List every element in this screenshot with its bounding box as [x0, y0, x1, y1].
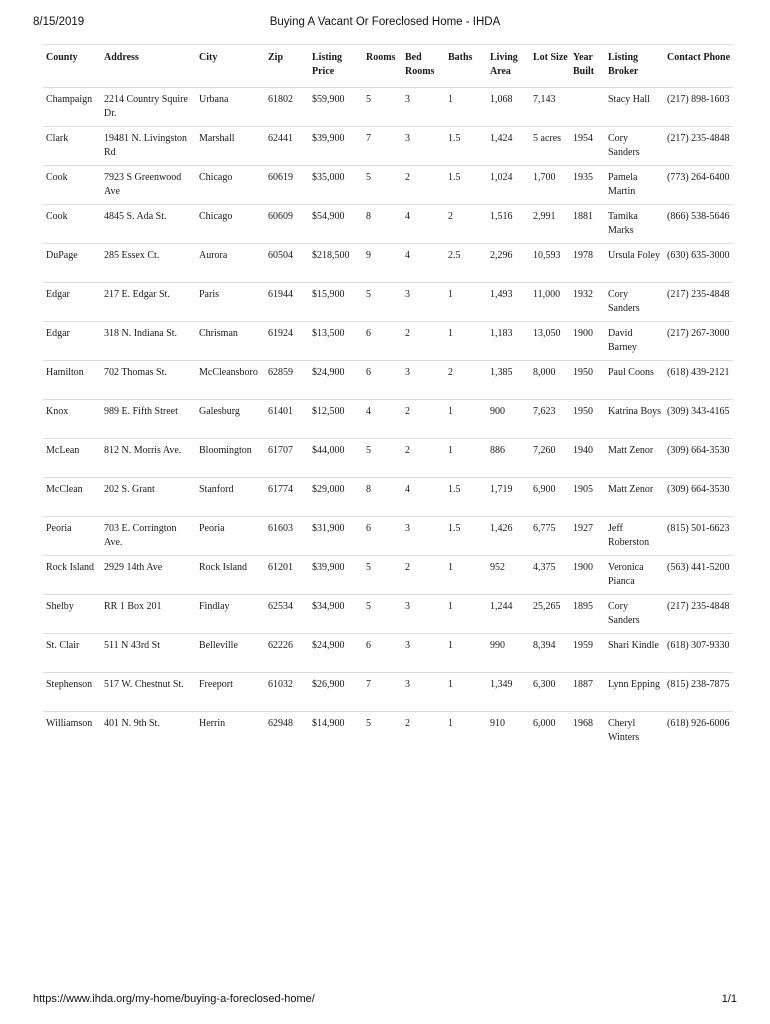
table-cell: 1: [445, 283, 487, 322]
table-cell: (309) 343-4165: [664, 400, 733, 439]
table-cell: 1900: [570, 322, 605, 361]
table-cell: 1,024: [487, 166, 530, 205]
table-cell: 3: [402, 517, 445, 556]
page-title: Buying A Vacant Or Foreclosed Home - IHDA: [269, 16, 501, 28]
table-cell: 6,900: [530, 478, 570, 517]
table-row: [43, 283, 733, 322]
table-cell: $14,900: [312, 718, 345, 729]
table-cell: (217) 235-4848: [664, 595, 733, 634]
table-cell: 6: [363, 634, 402, 673]
column-header: Contact Phone: [664, 45, 733, 88]
table-cell: 1: [445, 439, 487, 478]
table-cell: 6,775: [530, 517, 570, 556]
table-cell: 62859: [265, 361, 309, 400]
table-cell: 1,493: [487, 283, 530, 322]
table-cell: $39,900: [309, 127, 363, 166]
table-cell: 5: [363, 556, 402, 595]
table-cell: $35,000: [309, 166, 363, 205]
table-cell: Freeport: [196, 673, 265, 712]
table-cell: Jeff Roberston: [605, 517, 664, 556]
column-header: Address: [101, 45, 196, 88]
table-row: [43, 673, 733, 712]
table-cell: 4,375: [530, 556, 570, 595]
table-cell: 8: [363, 205, 402, 244]
print-date: 8/15/2019: [33, 16, 85, 28]
table-cell: 1895: [570, 595, 605, 634]
table-cell: Cook: [43, 166, 101, 205]
table-cell: 2: [445, 205, 487, 244]
table-cell: 1950: [570, 400, 605, 439]
table-cell: 6: [363, 361, 402, 400]
table-cell: (309) 664-3530: [664, 439, 733, 478]
table-cell: 5: [363, 595, 402, 634]
table-cell: 5: [363, 88, 402, 127]
table-cell: Shari Kindle: [605, 634, 664, 673]
table-cell: 2,296: [487, 244, 530, 283]
table-cell: 6,300: [530, 673, 570, 712]
table-cell: 1.5: [445, 127, 487, 166]
table-cell: (773) 264-6400: [664, 166, 733, 205]
table-cell: 1959: [570, 634, 605, 673]
table-cell: 8: [363, 478, 402, 517]
table-cell: Ursula Foley: [605, 244, 664, 283]
table-cell: 1,700: [530, 166, 570, 205]
table-row: [43, 595, 733, 634]
table-cell: Chicago: [196, 166, 265, 205]
table-cell: 4845 S. Ada St.: [101, 205, 196, 244]
table-cell: $24,900: [309, 361, 363, 400]
table-cell: 900: [487, 400, 530, 439]
table-cell: $31,900: [309, 517, 363, 556]
column-header: County: [43, 45, 101, 88]
table-cell: (217) 898-1603: [664, 88, 733, 127]
table-cell: 217 E. Edgar St.: [101, 283, 196, 322]
table-cell: $44,000: [309, 439, 363, 478]
table-cell: 9: [363, 244, 402, 283]
table-cell: Katrina Boys: [605, 400, 664, 439]
table-cell: 517 W. Chestnut St.: [101, 673, 196, 712]
table-cell: Shelby: [43, 595, 101, 634]
table-cell: Paris: [196, 283, 265, 322]
table-row: [43, 244, 733, 283]
column-header: Year Built: [570, 45, 605, 88]
table-cell: 3: [402, 634, 445, 673]
table-cell: (217) 267-3000: [664, 322, 733, 361]
page-number: 1/1: [721, 993, 737, 1005]
table-cell: $24,900: [309, 634, 363, 673]
table-cell: Veronica Pianca: [605, 556, 664, 595]
table-cell: Aurora: [196, 244, 265, 283]
table-cell: 1,349: [487, 673, 530, 712]
table-cell: Cory Sanders: [605, 127, 664, 166]
table-cell: 13,050: [530, 322, 570, 361]
column-header: Zip: [265, 45, 309, 88]
column-header: Bed Rooms: [402, 45, 445, 88]
column-header: Listing Broker: [605, 45, 664, 88]
column-header: Baths: [445, 45, 487, 88]
table-cell: 61201: [265, 556, 309, 595]
table-cell: Cory Sanders: [605, 283, 664, 322]
table-cell: Matt Zenor: [605, 439, 664, 478]
table-cell: 1927: [570, 517, 605, 556]
table-cell: 2: [402, 400, 445, 439]
table-cell: 2,991: [530, 205, 570, 244]
table-cell: 5: [366, 718, 371, 729]
table-cell: 1,516: [487, 205, 530, 244]
table-cell: 1881: [570, 205, 605, 244]
table-cell: Herrin: [199, 718, 226, 729]
table-cell: 61924: [265, 322, 309, 361]
table-cell: Stacy Hall: [605, 88, 664, 127]
table-cell: McLean: [43, 439, 101, 478]
table-cell: 1950: [570, 361, 605, 400]
table-cell: 2: [402, 166, 445, 205]
table-cell: 3: [402, 127, 445, 166]
table-cell: 285 Essex Ct.: [101, 244, 196, 283]
page-url: https://www.ihda.org/my-home/buying-a-foreclosed-home/: [33, 993, 315, 1005]
table-cell: 61707: [265, 439, 309, 478]
table-cell: 2: [402, 439, 445, 478]
table-cell: Galesburg: [196, 400, 265, 439]
table-cell: 1.5: [445, 517, 487, 556]
table-cell: (618) 307-9330: [664, 634, 733, 673]
table-cell: $15,900: [309, 283, 363, 322]
table-cell: 1: [445, 595, 487, 634]
table-row: [43, 517, 733, 556]
table-cell: David Barney: [605, 322, 664, 361]
table-cell: Lynn Epping: [605, 673, 664, 712]
table-cell: 60609: [265, 205, 309, 244]
table-cell: $12,500: [309, 400, 363, 439]
table-cell: 4: [402, 244, 445, 283]
table-cell: 1,719: [487, 478, 530, 517]
column-header: City: [196, 45, 265, 88]
table-cell: 61603: [265, 517, 309, 556]
table-cell: 6: [363, 322, 402, 361]
table-cell: Cook: [43, 205, 101, 244]
table-cell: 5 acres: [530, 127, 570, 166]
table-row: [43, 127, 733, 166]
table-cell: 952: [487, 556, 530, 595]
table-cell: 1,385: [487, 361, 530, 400]
table-cell: Rock Island: [43, 556, 101, 595]
table-cell: 1900: [570, 556, 605, 595]
table-body: [43, 88, 733, 751]
table-cell: 60504: [265, 244, 309, 283]
table-cell: 2: [402, 322, 445, 361]
table-cell: Peoria: [196, 517, 265, 556]
table-cell: (309) 664-3530: [664, 478, 733, 517]
table-row: [43, 88, 733, 127]
table-cell: 1905: [570, 478, 605, 517]
table-cell: $218,500: [309, 244, 363, 283]
table-cell: 1968: [573, 718, 593, 729]
table-cell: Hamilton: [43, 361, 101, 400]
table-cell: Chicago: [196, 205, 265, 244]
table-cell: Urbana: [196, 88, 265, 127]
table-cell: Chrisman: [196, 322, 265, 361]
table-row: [43, 322, 733, 361]
table-row: [43, 361, 733, 400]
table-cell: 989 E. Fifth Street: [101, 400, 196, 439]
table-cell: 886: [487, 439, 530, 478]
table-cell: Bloomington: [196, 439, 265, 478]
table-cell: 6: [363, 517, 402, 556]
table-cell: Clark: [43, 127, 101, 166]
table-cell: 910: [490, 718, 505, 729]
table-cell: Belleville: [196, 634, 265, 673]
table-cell: 62441: [265, 127, 309, 166]
table-cell: McCleansboro: [196, 361, 265, 400]
table-cell: 61032: [265, 673, 309, 712]
table-cell: (563) 441-5200: [664, 556, 733, 595]
table-cell: 1.5: [445, 478, 487, 517]
table-cell: 4: [402, 478, 445, 517]
table-cell: Edgar: [43, 322, 101, 361]
table-cell: 1: [445, 634, 487, 673]
table-cell: 7,623: [530, 400, 570, 439]
table-cell: RR 1 Box 201: [101, 595, 196, 634]
table-cell: 1940: [570, 439, 605, 478]
table-cell: 1978: [570, 244, 605, 283]
table-cell: (630) 635-3000: [664, 244, 733, 283]
table-cell: Cheryl Winters: [608, 718, 640, 743]
table-row: [43, 478, 733, 517]
table-cell: 703 E. Corrington Ave.: [101, 517, 196, 556]
table-cell: 1,244: [487, 595, 530, 634]
table-cell: 3: [402, 595, 445, 634]
table-cell: 202 S. Grant: [101, 478, 196, 517]
table-cell: 3: [402, 88, 445, 127]
table-cell: Matt Zenor: [605, 478, 664, 517]
table-cell: 3: [402, 283, 445, 322]
table-cell: St. Clair: [43, 634, 101, 673]
table-cell: 62534: [265, 595, 309, 634]
table-cell: 3: [402, 361, 445, 400]
table-cell: 1: [445, 673, 487, 712]
table-cell: 1: [445, 400, 487, 439]
table-cell: 318 N. Indiana St.: [101, 322, 196, 361]
table-cell: 8,394: [530, 634, 570, 673]
table-cell: [570, 88, 605, 127]
table-cell: 8,000: [530, 361, 570, 400]
table-cell: 1: [445, 88, 487, 127]
table-cell: $34,900: [309, 595, 363, 634]
table-row: [43, 712, 733, 751]
table-cell: 2: [402, 556, 445, 595]
table-row: [43, 634, 733, 673]
table-cell: 61401: [265, 400, 309, 439]
table-cell: 1932: [570, 283, 605, 322]
table-cell: McClean: [43, 478, 101, 517]
table-cell: 61774: [265, 478, 309, 517]
table-cell: 4: [363, 400, 402, 439]
table-cell: 2214 Country Squire Dr.: [101, 88, 196, 127]
table-header-row: [43, 45, 733, 88]
table-cell: 7: [363, 127, 402, 166]
table-cell: 1935: [570, 166, 605, 205]
table-cell: 1,068: [487, 88, 530, 127]
table-cell: Pamela Martin: [605, 166, 664, 205]
table-cell: Knox: [43, 400, 101, 439]
table-cell: 990: [487, 634, 530, 673]
table-cell: 1,424: [487, 127, 530, 166]
table-cell: Stanford: [196, 478, 265, 517]
table-cell: 1: [448, 718, 453, 729]
table-cell: (217) 235-4848: [664, 127, 733, 166]
table-cell: 2: [405, 718, 410, 729]
table-cell: $29,000: [309, 478, 363, 517]
table-cell: 702 Thomas St.: [101, 361, 196, 400]
table-cell: 60619: [265, 166, 309, 205]
table-cell: Marshall: [196, 127, 265, 166]
table-cell: 1954: [570, 127, 605, 166]
table-cell: 1,183: [487, 322, 530, 361]
table-row: [43, 205, 733, 244]
table-cell: (815) 501-6623: [664, 517, 733, 556]
table-cell: 62226: [265, 634, 309, 673]
table-cell: 401 N. 9th St.: [104, 718, 160, 729]
table-row: [43, 556, 733, 595]
table-cell: DuPage: [43, 244, 101, 283]
table-cell: 812 N. Morris Ave.: [101, 439, 196, 478]
table-cell: 7,260: [530, 439, 570, 478]
table-cell: $39,900: [309, 556, 363, 595]
table-cell: 10,593: [530, 244, 570, 283]
table-row: [43, 166, 733, 205]
table-cell: 4: [402, 205, 445, 244]
table-cell: (217) 235-4848: [664, 283, 733, 322]
table-cell: $59,900: [309, 88, 363, 127]
table-cell: Williamson: [46, 718, 93, 729]
table-cell: Champaign: [43, 88, 101, 127]
table-cell: 6,000: [533, 718, 556, 729]
table-cell: (618) 439-2121: [664, 361, 733, 400]
table-cell: $26,900: [309, 673, 363, 712]
table-cell: 5: [363, 439, 402, 478]
table-cell: 2: [445, 361, 487, 400]
column-header: Rooms: [363, 45, 402, 88]
table-cell: 1: [445, 556, 487, 595]
table-cell: 7,143: [530, 88, 570, 127]
column-header: Lot Size: [530, 45, 570, 88]
table-cell: $13,500: [309, 322, 363, 361]
column-header: Living Area: [487, 45, 530, 88]
table-cell: 1.5: [445, 166, 487, 205]
table-cell: 5: [363, 283, 402, 322]
table-cell: 7: [363, 673, 402, 712]
column-header: Listing Price: [309, 45, 363, 88]
table-cell: 5: [363, 166, 402, 205]
table-cell: 25,265: [530, 595, 570, 634]
table-cell: 1: [445, 322, 487, 361]
table-cell: 11,000: [530, 283, 570, 322]
table-row: [43, 439, 733, 478]
table-cell: 2929 14th Ave: [101, 556, 196, 595]
table-cell: 1887: [570, 673, 605, 712]
table-cell: 7923 S Greenwood Ave: [101, 166, 196, 205]
table-cell: 1,426: [487, 517, 530, 556]
table-cell: 3: [402, 673, 445, 712]
foreclosed-homes-table: [43, 44, 733, 750]
table-cell: 62948: [268, 718, 293, 729]
table-cell: 511 N 43rd St: [101, 634, 196, 673]
table-cell: (618) 926-6006: [667, 718, 730, 729]
table-cell: Edgar: [43, 283, 101, 322]
table-cell: Findlay: [196, 595, 265, 634]
table-cell: 61944: [265, 283, 309, 322]
table-cell: (866) 538-5646: [664, 205, 733, 244]
table-row: [43, 400, 733, 439]
table-cell: $54,900: [309, 205, 363, 244]
table-cell: 19481 N. Livingston Rd: [101, 127, 196, 166]
table-cell: Tamika Marks: [605, 205, 664, 244]
table-cell: 2.5: [445, 244, 487, 283]
table-cell: Peoria: [43, 517, 101, 556]
table-cell: 61802: [265, 88, 309, 127]
table-cell: Rock Island: [196, 556, 265, 595]
table-cell: Cory Sanders: [605, 595, 664, 634]
table-cell: Stephenson: [43, 673, 101, 712]
table-cell: Paul Coons: [605, 361, 664, 400]
table-cell: (815) 238-7875: [664, 673, 733, 712]
